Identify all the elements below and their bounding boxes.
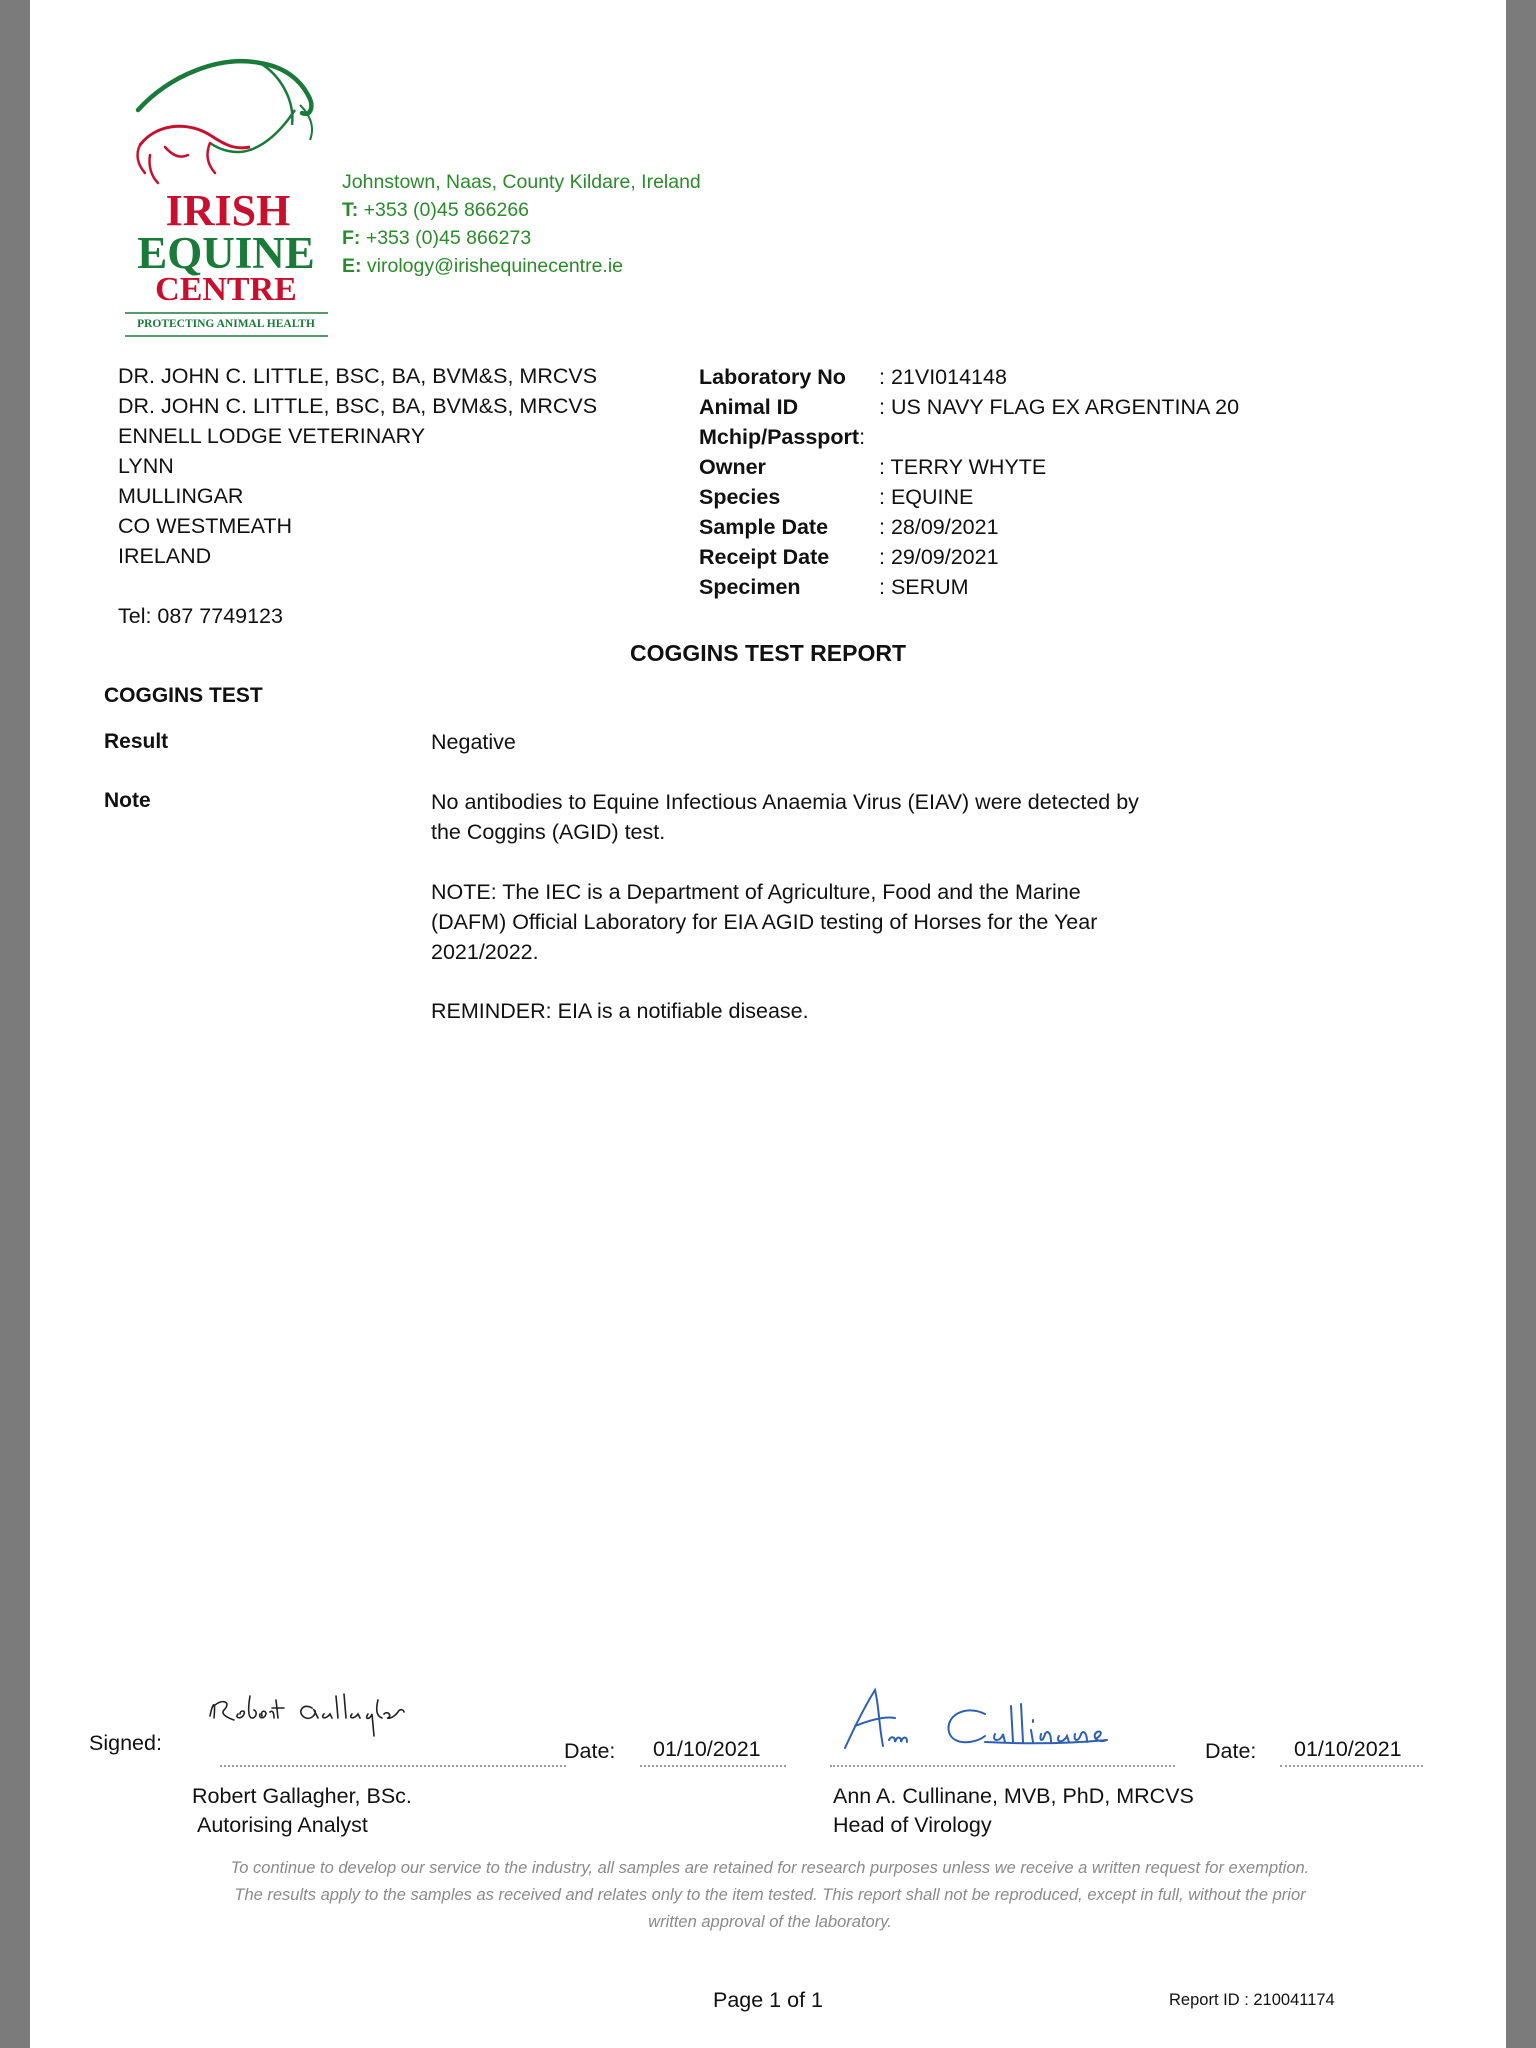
date-label-left: Date: — [564, 1739, 616, 1763]
recipient-tel: Tel: 087 7749123 — [118, 604, 283, 628]
signer-right — [833, 1782, 1194, 1840]
page-number: Page 1 of 1 — [713, 1988, 823, 2012]
address-line: CO WESTMEATH — [118, 514, 292, 538]
sample-info-table — [699, 362, 1239, 602]
notice-line: (DAFM) Official Laboratory for EIA AGID testing of Horses for the Year — [431, 910, 1098, 934]
info-value: : US NAVY FLAG EX ARGENTINA 20 — [879, 395, 1240, 419]
signer-left-name: Robert Gallagher, BSc. — [192, 1784, 412, 1808]
info-row — [699, 452, 1239, 482]
info-label: Owner — [699, 455, 766, 479]
signature-line-left — [220, 1765, 566, 1767]
address-line: ENNELL LODGE VETERINARY — [118, 424, 426, 448]
signature-line-right — [830, 1765, 1175, 1767]
notice-line: NOTE: The IEC is a Department of Agriculture, Food and the Marine — [431, 880, 1081, 904]
notice-text — [431, 877, 1097, 967]
report-title: COGGINS TEST REPORT — [629, 640, 907, 666]
info-row — [699, 422, 1239, 452]
recipient-address — [118, 361, 597, 631]
info-value: : EQUINE — [879, 485, 974, 509]
info-row — [699, 392, 1239, 422]
signer-right-name: Ann A. Cullinane, MVB, PhD, MRCVS — [833, 1784, 1194, 1808]
date-value-left: 01/10/2021 — [653, 1737, 761, 1761]
info-label: Receipt Date — [699, 545, 830, 569]
date-line-left — [640, 1765, 786, 1767]
info-row — [699, 482, 1239, 512]
info-value: : SERUM — [879, 575, 969, 599]
signer-right-role: Head of Virology — [833, 1813, 992, 1837]
address-line: LYNN — [118, 454, 174, 478]
note-label: Note — [104, 789, 151, 812]
note-line: No antibodies to Equine Infectious Anaemia Virus (EIAV) were detected by — [431, 790, 1139, 814]
date-value-right: 01/10/2021 — [1294, 1737, 1402, 1761]
result-label: Result — [104, 730, 169, 753]
logo-equine: EQUINE — [137, 228, 315, 278]
result-value: Negative — [431, 730, 516, 754]
disclaimer-line: written approval of the laboratory. — [648, 1913, 892, 1931]
info-row — [699, 572, 1239, 602]
contact-address: Johnstown, Naas, County Kildare, Ireland — [342, 171, 701, 193]
disclaimer — [180, 1855, 1360, 1936]
notice-line: 2021/2022. — [431, 940, 539, 964]
info-row — [699, 362, 1239, 392]
signer-left-role: Autorising Analyst — [197, 1813, 368, 1837]
info-value: : 29/09/2021 — [879, 545, 999, 569]
logo-irish: IRISH — [165, 186, 291, 235]
info-label: Mchip/Passport — [699, 425, 860, 449]
email-label: E: — [342, 255, 362, 277]
logo-centre: CENTRE — [155, 271, 297, 308]
signed-label: Signed: — [89, 1731, 162, 1755]
date-line-right — [1280, 1765, 1423, 1767]
address-line: DR. JOHN C. LITTLE, BSC, BA, BVM&S, MRCVS — [118, 394, 598, 418]
section-title: COGGINS TEST — [104, 684, 263, 707]
contact-phone: +353 (0)45 866266 — [363, 199, 530, 221]
address-line: IRELAND — [118, 544, 212, 568]
info-label: Laboratory No — [699, 365, 846, 389]
fax-label: F: — [342, 227, 361, 249]
phone-label: T: — [342, 199, 359, 221]
info-row — [699, 512, 1239, 542]
report-id: Report ID : 210041174 — [1169, 1991, 1335, 2009]
reminder-text: REMINDER: EIA is a notifiable disease. — [431, 999, 809, 1023]
address-line: DR. JOHN C. LITTLE, BSC, BA, BVM&S, MRCVS — [118, 364, 598, 388]
info-label: Animal ID — [699, 395, 799, 419]
signature-robert-gallagher — [202, 1688, 407, 1743]
note-text — [431, 787, 1139, 847]
info-value: : TERRY WHYTE — [879, 455, 1047, 479]
info-row — [699, 542, 1239, 572]
info-value: : 21VI014148 — [879, 365, 1007, 389]
info-label: Specimen — [699, 575, 801, 599]
signer-left — [192, 1782, 412, 1840]
signature-ann-cullinane — [835, 1686, 1150, 1756]
contact-email[interactable]: virology@irishequinecentre.ie — [366, 255, 624, 277]
disclaimer-line: To continue to develop our service to the industry, all samples are retained for research purposes unless we receive a written request for exemption. — [230, 1859, 1310, 1877]
info-value: : 28/09/2021 — [879, 515, 999, 539]
disclaimer-line: The results apply to the samples as received and relates only to the item tested. This report shall not be reproduced, except in full, without the prior — [234, 1886, 1306, 1904]
irish-equine-centre-logo — [110, 55, 350, 340]
report-page — [30, 0, 1506, 2048]
info-label: Sample Date — [699, 515, 829, 539]
address-line: MULLINGAR — [118, 484, 244, 508]
contact-fax: +353 (0)45 866273 — [365, 227, 532, 249]
contact-block — [342, 168, 701, 280]
info-value: : — [859, 425, 866, 449]
info-label: Species — [699, 485, 781, 509]
note-line: the Coggins (AGID) test. — [431, 820, 666, 844]
date-label-right: Date: — [1205, 1739, 1257, 1763]
logo-tagline: PROTECTING ANIMAL HEALTH — [137, 318, 315, 330]
